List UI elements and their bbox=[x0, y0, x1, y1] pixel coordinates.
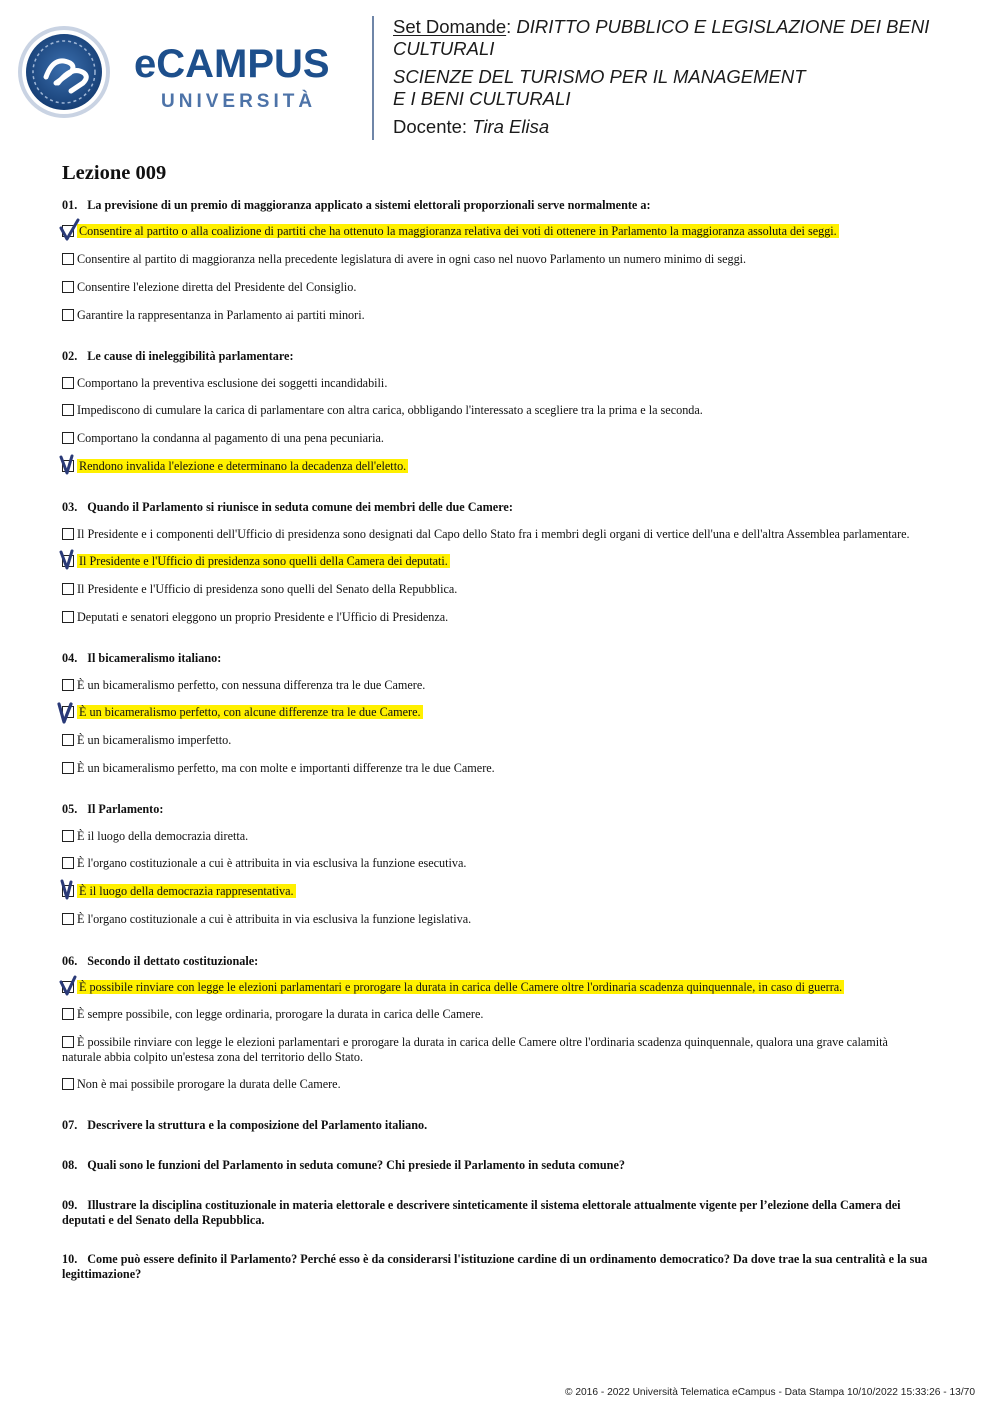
checkbox[interactable] bbox=[62, 734, 74, 746]
answer-text: È l'organo costituzionale a cui è attribuita in via esclusiva la funzione esecutiva. bbox=[77, 856, 467, 870]
checkbox[interactable] bbox=[62, 432, 74, 444]
answer-option[interactable] bbox=[62, 678, 942, 693]
handwritten-check-icon bbox=[58, 974, 82, 1000]
question-text: Il bicameralismo italiano: bbox=[87, 651, 222, 665]
answer-option[interactable] bbox=[62, 280, 942, 295]
question-10 bbox=[62, 1252, 942, 1282]
question-04 bbox=[62, 651, 942, 666]
question-text: Descrivere la struttura e la composizione del Parlamento italiano. bbox=[87, 1118, 428, 1132]
question-number: 09. bbox=[62, 1198, 78, 1212]
checkbox[interactable] bbox=[62, 857, 74, 869]
handwritten-check-icon bbox=[58, 218, 82, 244]
answer-option[interactable] bbox=[62, 582, 942, 597]
docente-name: Tira Elisa bbox=[472, 116, 550, 137]
course-header bbox=[393, 16, 983, 138]
course-name-line2: CULTURALI bbox=[393, 38, 495, 59]
answer-text: È possibile rinviare con legge le elezioni parlamentari e prorogare la durata in carica delle Camere oltre l'ordinaria scadenza quinquennale, qualora una grave calamità naturale abbia colpito un'estesa zona del territorio dello Stato. bbox=[62, 1035, 888, 1064]
question-02 bbox=[62, 349, 942, 364]
set-title-line: Set Domande: DIRITTO PUBBLICO E LEGISLAZIONE DEI BENI bbox=[393, 16, 930, 37]
answer-text: È un bicameralismo perfetto, ma con molte e importanti differenze tra le due Camere. bbox=[77, 761, 495, 775]
question-number: 07. bbox=[62, 1118, 78, 1132]
answer-option[interactable] bbox=[62, 980, 942, 995]
answer-text: Il Presidente e i componenti dell'Ufficio di presidenza sono designati dal Capo dello Stato fra i membri degli organi di vertice dell'una e dell'altra Assemblea parlamentare. bbox=[77, 527, 910, 541]
docente-label: Docente: bbox=[393, 116, 468, 137]
answer-text: Comportano la condanna al pagamento di una pena pecuniaria. bbox=[77, 431, 384, 445]
answer-option[interactable] bbox=[62, 376, 942, 391]
answer-option[interactable] bbox=[62, 252, 942, 267]
question-08 bbox=[62, 1158, 942, 1173]
question-text: Come può essere definito il Parlamento? Perché esso è da considerarsi l'istituzione cardine di un ordinamento democratico? Da dove trae la sua centralità e la sua legittimazione? bbox=[62, 1252, 928, 1281]
question-text: Secondo il dettato costituzionale: bbox=[87, 954, 259, 968]
question-number: 01. bbox=[62, 198, 78, 212]
answer-text: È un bicameralismo imperfetto. bbox=[77, 733, 232, 747]
ecampus-logo bbox=[14, 25, 354, 120]
question-text: Quando il Parlamento si riunisce in seduta comune dei membri delle due Camere: bbox=[87, 500, 513, 514]
checkbox[interactable] bbox=[62, 1008, 74, 1020]
question-number: 04. bbox=[62, 651, 78, 665]
answer-option[interactable] bbox=[62, 829, 942, 844]
answer-text: Impediscono di cumulare la carica di parlamentare con altra carica, obbligando l'interessato a scegliere tra la prima e la seconda. bbox=[77, 403, 703, 417]
question-07 bbox=[62, 1118, 942, 1133]
question-number: 10. bbox=[62, 1252, 78, 1266]
checkbox[interactable] bbox=[62, 830, 74, 842]
answer-option[interactable] bbox=[62, 308, 942, 323]
question-01 bbox=[62, 198, 942, 213]
answer-text-highlighted: Consentire al partito o alla coalizione di partiti che ha ottenuto la maggioranza relativa dei voti di ottenere in Parlamento la maggioranza assoluta dei seggi. bbox=[79, 224, 837, 238]
question-text: Quali sono le funzioni del Parlamento in seduta comune? Chi presiede il Parlamento in seduta comune? bbox=[87, 1158, 625, 1172]
answer-text: Deputati e senatori eleggono un proprio Presidente e l'Ufficio di Presidenza. bbox=[77, 610, 449, 624]
answer-text: Consentire al partito di maggioranza nella precedente legislatura di avere in ogni caso nel nuovo Parlamento un numero minimo di seggi. bbox=[77, 252, 747, 266]
answer-option[interactable] bbox=[62, 224, 942, 239]
checkbox[interactable] bbox=[62, 611, 74, 623]
question-number: 02. bbox=[62, 349, 78, 363]
checkbox[interactable] bbox=[62, 281, 74, 293]
answer-option[interactable] bbox=[62, 884, 942, 899]
answer-option[interactable] bbox=[62, 912, 942, 927]
page-footer: © 2016 - 2022 Università Telematica eCampus - Data Stampa 10/10/2022 15:33:26 - 13/70 bbox=[565, 1387, 975, 1398]
answer-text: Comportano la preventiva esclusione dei soggetti incandidabili. bbox=[77, 376, 388, 390]
answer-text-highlighted: Rendono invalida l'elezione e determinano la decadenza dell'eletto. bbox=[79, 459, 407, 473]
checkbox[interactable] bbox=[62, 1036, 74, 1048]
answer-text-highlighted: È un bicameralismo perfetto, con alcune differenze tra le due Camere. bbox=[79, 705, 421, 719]
checkbox[interactable] bbox=[62, 679, 74, 691]
answer-option[interactable] bbox=[62, 403, 942, 418]
checkbox[interactable] bbox=[62, 309, 74, 321]
brand-name: eCAMPUS bbox=[134, 42, 330, 86]
checkbox[interactable] bbox=[62, 253, 74, 265]
question-03 bbox=[62, 500, 942, 515]
checkbox[interactable] bbox=[62, 1078, 74, 1090]
lesson-title: Lezione 009 bbox=[62, 162, 167, 184]
checkbox[interactable] bbox=[62, 583, 74, 595]
question-text: La previsione di un premio di maggioranza applicato a sistemi elettorali proporzionali serve normalmente a: bbox=[87, 198, 651, 212]
question-number: 06. bbox=[62, 954, 78, 968]
answer-option[interactable] bbox=[62, 705, 942, 720]
course-name-line1: DIRITTO PUBBLICO E LEGISLAZIONE DEI BENI bbox=[516, 16, 930, 37]
answer-option[interactable] bbox=[62, 431, 942, 446]
handwritten-check-icon bbox=[58, 548, 82, 574]
degree-name-line1: SCIENZE DEL TURISMO PER IL MANAGEMENT bbox=[393, 66, 806, 87]
question-06 bbox=[62, 954, 942, 969]
answer-option[interactable] bbox=[62, 856, 942, 871]
answer-text: Consentire l'elezione diretta del Presidente del Consiglio. bbox=[77, 280, 357, 294]
degree-name-line2: E I BENI CULTURALI bbox=[393, 88, 571, 109]
answer-option[interactable] bbox=[62, 610, 942, 625]
handwritten-check-icon bbox=[58, 878, 82, 904]
checkbox[interactable] bbox=[62, 528, 74, 540]
checkbox[interactable] bbox=[62, 377, 74, 389]
question-text: Illustrare la disciplina costituzionale in materia elettorale e descrivere sinteticamente il sistema elettorale attualmente vigente per l’elezione della Camera dei deputati e del Senato della Repubblica. bbox=[62, 1198, 901, 1227]
answer-option[interactable] bbox=[62, 1077, 942, 1092]
question-number: 08. bbox=[62, 1158, 78, 1172]
answer-option[interactable] bbox=[62, 761, 942, 776]
answer-text: Garantire la rappresentanza in Parlamento ai partiti minori. bbox=[77, 308, 365, 322]
answer-text: È l'organo costituzionale a cui è attribuita in via esclusiva la funzione legislativa. bbox=[77, 912, 472, 926]
question-text: Le cause di ineleggibilità parlamentare: bbox=[87, 349, 294, 363]
answer-option[interactable] bbox=[62, 1007, 942, 1022]
handwritten-check-icon bbox=[58, 453, 82, 479]
docente-line bbox=[393, 116, 983, 138]
answer-option[interactable] bbox=[62, 1035, 922, 1065]
answer-text: È un bicameralismo perfetto, con nessuna differenza tra le due Camere. bbox=[77, 678, 426, 692]
answer-text: Il Presidente e l'Ufficio di presidenza sono quelli del Senato della Repubblica. bbox=[77, 582, 458, 596]
answer-option[interactable] bbox=[62, 733, 942, 748]
answer-text: È il luogo della democrazia diretta. bbox=[77, 829, 249, 843]
handwritten-check-icon bbox=[56, 700, 80, 726]
checkbox[interactable] bbox=[62, 913, 74, 925]
question-number: 03. bbox=[62, 500, 78, 514]
answer-text: Non è mai possibile prorogare la durata delle Camere. bbox=[77, 1077, 341, 1091]
question-05 bbox=[62, 802, 942, 817]
answer-text: È sempre possibile, con legge ordinaria, prorogare la durata in carica delle Camere. bbox=[77, 1007, 484, 1021]
checkbox[interactable] bbox=[62, 404, 74, 416]
question-text: Il Parlamento: bbox=[87, 802, 164, 816]
answer-text-highlighted: È possibile rinviare con legge le elezioni parlamentari e prorogare la durata in carica delle Camere oltre l'ordinaria scadenza quinquennale, in caso di guerra. bbox=[79, 980, 843, 994]
header-divider bbox=[372, 16, 374, 140]
question-number: 05. bbox=[62, 802, 78, 816]
answer-option[interactable] bbox=[62, 554, 942, 569]
question-09 bbox=[62, 1198, 942, 1228]
answer-option[interactable] bbox=[62, 527, 962, 542]
brand-subtitle: UNIVERSITÀ bbox=[161, 91, 317, 112]
answer-text-highlighted: È il luogo della democrazia rappresentativa. bbox=[79, 884, 294, 898]
answer-text-highlighted: Il Presidente e l'Ufficio di presidenza sono quelli della Camera dei deputati. bbox=[79, 554, 448, 568]
set-label: Set Domande bbox=[393, 16, 507, 37]
checkbox[interactable] bbox=[62, 762, 74, 774]
answer-option[interactable] bbox=[62, 459, 942, 474]
